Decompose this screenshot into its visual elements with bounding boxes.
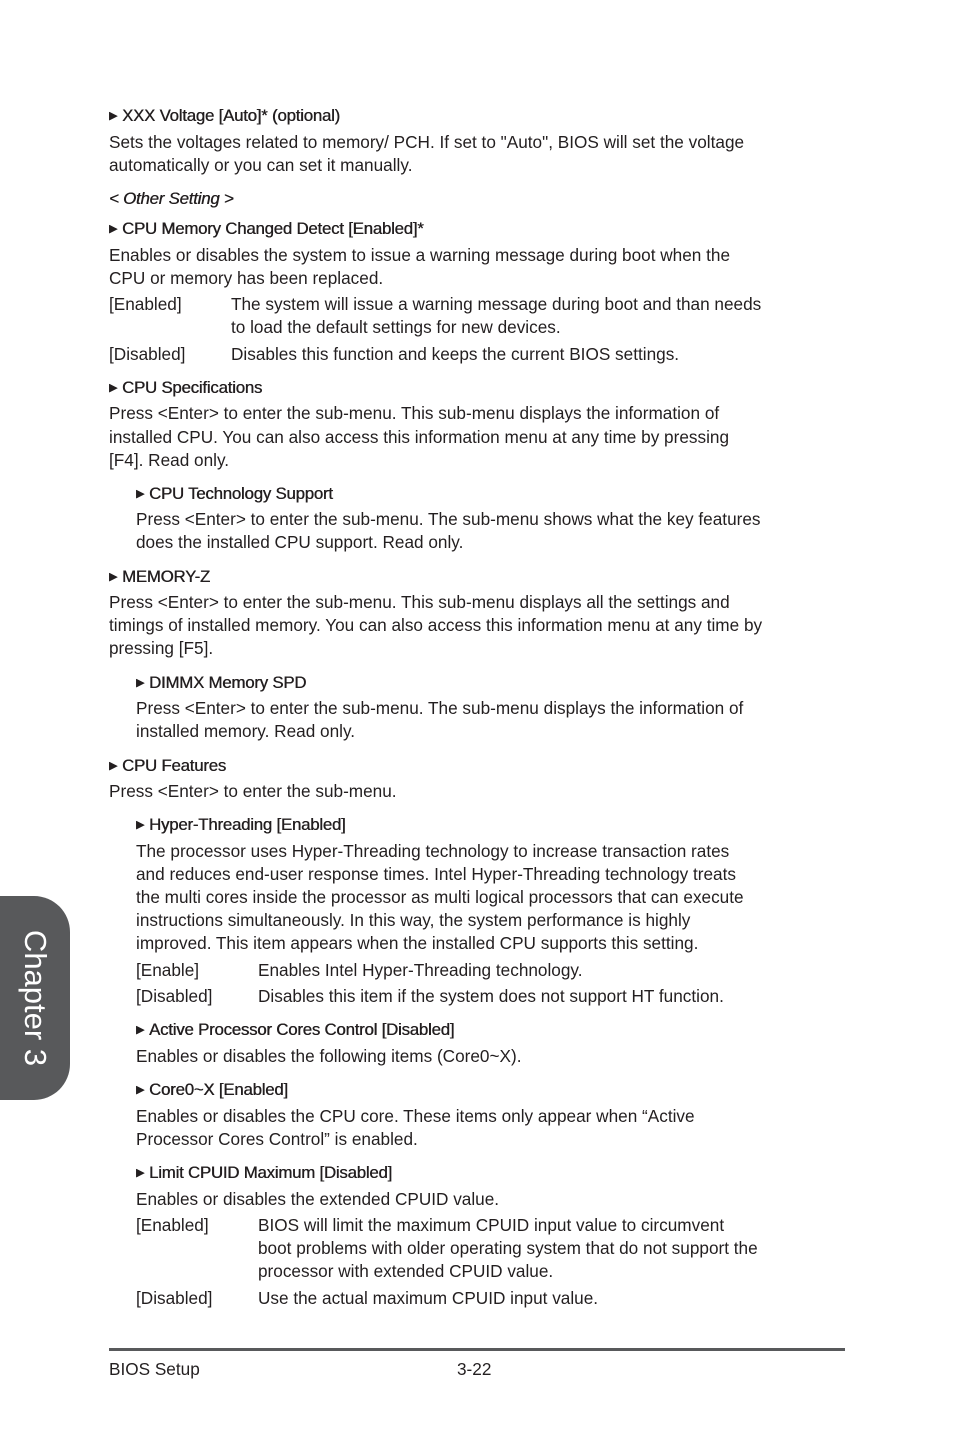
heading-text: DIMMX Memory SPD: [149, 673, 307, 692]
heading-text: Core0~X [Enabled]: [149, 1080, 288, 1099]
option-desc: Enables Intel Hyper-Threading technology.: [258, 960, 583, 980]
body-line: instructions simultaneously. In this way, the system performance is highly: [136, 910, 691, 930]
triangle-bullet-icon: ▶: [136, 1084, 145, 1096]
triangle-bullet-icon: ▶: [136, 677, 145, 689]
footer-rule: [109, 1348, 845, 1351]
option-desc: processor with extended CPUID value.: [258, 1261, 554, 1281]
section-heading-limit-cpuid-maximum: [136, 1161, 392, 1187]
section-heading-dimmx-memory-spd: [136, 671, 306, 697]
page-number: 3-22: [457, 1359, 492, 1379]
triangle-bullet-icon: ▶: [136, 1024, 145, 1036]
body-line: installed CPU. You can also access this information menu at any time by pressing: [109, 427, 730, 447]
section-heading-hyper-threading: [136, 813, 346, 839]
body-line: Processor Cores Control” is enabled.: [136, 1129, 418, 1149]
body-line: Press <Enter> to enter the sub-menu. The sub-menu displays the information of: [136, 698, 744, 718]
option-desc: The system will issue a warning message during boot and than needs: [231, 294, 762, 314]
section-heading-cpu-memory-changed-detect: [109, 217, 424, 243]
body-line: Sets the voltages related to memory/ PCH. If set to "Auto", BIOS will set the voltage: [109, 132, 745, 152]
option-desc: to load the default settings for new devices.: [231, 317, 561, 337]
option-desc: BIOS will limit the maximum CPUID input value to circumvent: [258, 1215, 725, 1235]
triangle-bullet-icon: ▶: [109, 110, 118, 122]
option-key: [Enabled]: [109, 294, 182, 314]
body-line: [F4]. Read only.: [109, 450, 230, 470]
section-heading-memory-z: [109, 565, 210, 591]
heading-text: Active Processor Cores Control [Disabled]: [149, 1020, 455, 1039]
triangle-bullet-icon: ▶: [136, 819, 145, 831]
section-heading-core0-x: [136, 1078, 288, 1104]
option-key: [Disabled]: [136, 986, 213, 1006]
body-line: the multi cores inside the processor as multi logical processors that can execute: [136, 887, 744, 907]
body-line: Press <Enter> to enter the sub-menu. The sub-menu shows what the key features: [136, 509, 761, 529]
section-heading-cpu-features: [109, 754, 226, 780]
heading-text: Limit CPUID Maximum [Disabled]: [149, 1163, 392, 1182]
option-key: [Enabled]: [136, 1215, 209, 1235]
body-line: Enables or disables the extended CPUID value.: [136, 1189, 500, 1209]
option-desc: boot problems with older operating system that do not support the: [258, 1238, 758, 1258]
triangle-bullet-icon: ▶: [109, 760, 118, 772]
triangle-bullet-icon: ▶: [136, 488, 145, 500]
body-line: Press <Enter> to enter the sub-menu. This sub-menu displays the information of: [109, 403, 720, 423]
heading-text: CPU Memory Changed Detect [Enabled]*: [122, 219, 424, 238]
option-desc: Use the actual maximum CPUID input value.: [258, 1288, 599, 1308]
body-line: CPU or memory has been replaced.: [109, 268, 384, 288]
body-line: pressing [F5].: [109, 638, 214, 658]
triangle-bullet-icon: ▶: [109, 223, 118, 235]
section-heading-active-processor-cores-control: [136, 1018, 454, 1044]
option-desc: Disables this function and keeps the current BIOS settings.: [231, 344, 680, 364]
body-line: Enables or disables the CPU core. These items only appear when “Active: [136, 1106, 695, 1126]
body-line: improved. This item appears when the installed CPU supports this setting.: [136, 933, 699, 953]
chapter-tab: [0, 896, 70, 1100]
heading-text: CPU Specifications: [122, 378, 263, 397]
triangle-bullet-icon: ▶: [109, 571, 118, 583]
option-key: [Disabled]: [136, 1288, 213, 1308]
chapter-label: Chapter 3: [18, 929, 53, 1067]
other-setting-label: < Other Setting >: [109, 189, 234, 208]
heading-text: XXX Voltage [Auto]* (optional): [122, 106, 340, 125]
body-line: timings of installed memory. You can also access this information menu at any time by: [109, 615, 763, 635]
triangle-bullet-icon: ▶: [136, 1167, 145, 1179]
footer-section-title: BIOS Setup: [109, 1359, 200, 1379]
body-line: and reduces end-user response times. Intel Hyper-Threading technology treats: [136, 864, 736, 884]
body-line: does the installed CPU support. Read only.: [136, 532, 464, 552]
section-heading-cpu-technology-support: [136, 482, 333, 508]
body-line: Enables or disables the system to issue a warning message during boot when the: [109, 245, 731, 265]
heading-text: CPU Technology Support: [149, 484, 333, 503]
body-line: Enables or disables the following items (Core0~X).: [136, 1046, 522, 1066]
heading-text: Hyper-Threading [Enabled]: [149, 815, 346, 834]
body-line: Press <Enter> to enter the sub-menu.: [109, 781, 397, 801]
body-line: Press <Enter> to enter the sub-menu. This sub-menu displays all the settings and: [109, 592, 730, 612]
body-line: The processor uses Hyper-Threading technology to increase transaction rates: [136, 841, 730, 861]
section-heading-cpu-specifications: [109, 376, 262, 402]
option-desc: Disables this item if the system does not support HT function.: [258, 986, 724, 1006]
section-heading-xxx-voltage: [109, 104, 340, 130]
triangle-bullet-icon: ▶: [109, 382, 118, 394]
body-line: automatically or you can set it manually.: [109, 155, 413, 175]
heading-text: CPU Features: [122, 756, 226, 775]
option-key: [Enable]: [136, 960, 200, 980]
heading-text: MEMORY-Z: [122, 567, 210, 586]
body-line: installed memory. Read only.: [136, 721, 356, 741]
option-key: [Disabled]: [109, 344, 186, 364]
